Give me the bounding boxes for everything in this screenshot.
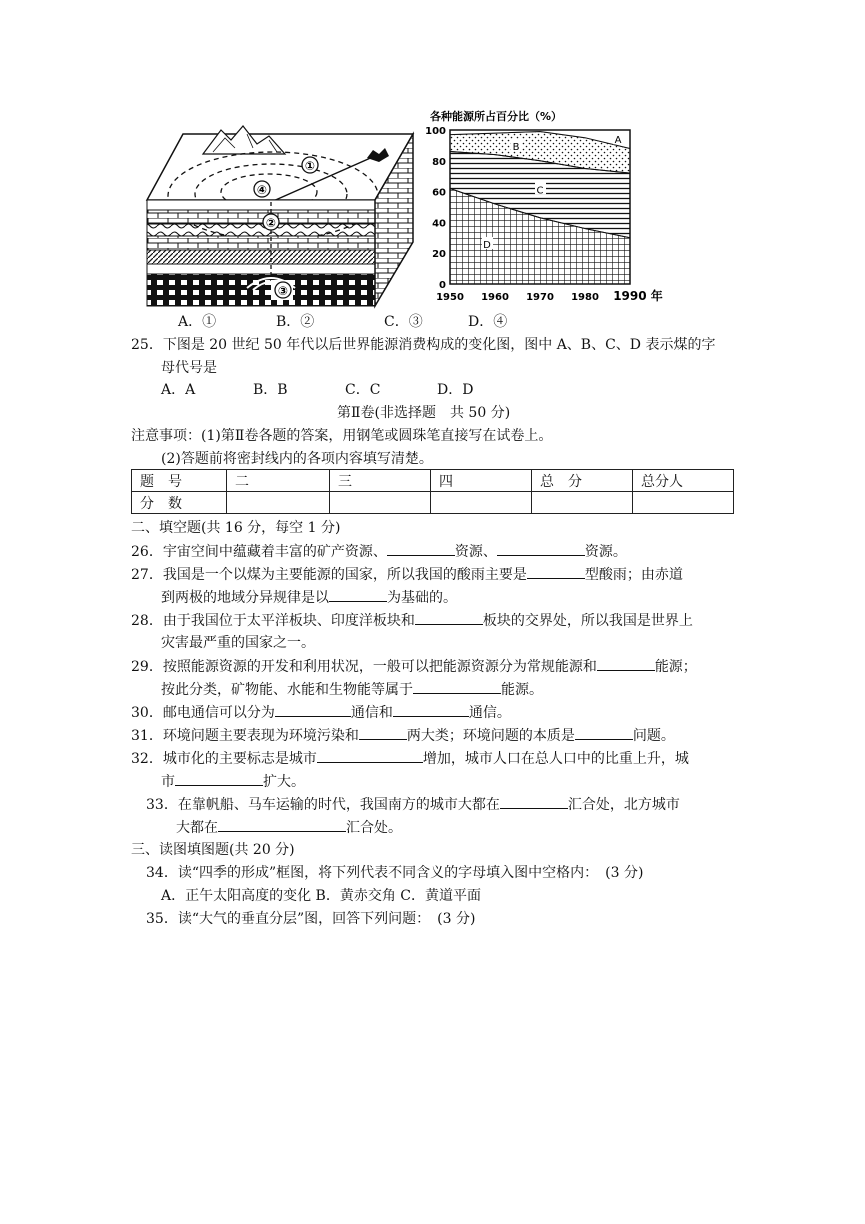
table-cell: 分 数	[132, 492, 227, 514]
q32-text: 扩大。	[263, 774, 305, 790]
answer-blank[interactable]	[329, 587, 387, 602]
score-input-cell[interactable]	[633, 492, 734, 514]
q24-option-b[interactable]: B．②	[276, 314, 315, 330]
q29-text: 按此分类，矿物能、水能和生物能等属于	[161, 682, 413, 698]
q34-line1: 34．读“四季的形成”框图，将下列代表不同含义的字母填入图中空格内： (3 分)	[146, 865, 644, 881]
q27-text: 到两极的地域分异规律是以	[161, 590, 329, 606]
q25-line2: 母代号是	[161, 360, 217, 376]
series-label-B: B	[512, 142, 520, 154]
q28-text: 28．由于我国位于太平洋板块、印度洋板块和	[131, 613, 415, 629]
q33-text: 大都在	[176, 820, 218, 836]
q31	[131, 725, 675, 746]
y-tick-label: 80	[432, 156, 446, 168]
q35: 35．读“大气的垂直分层”图，回答下列问题： (3 分)	[146, 911, 476, 927]
q29-text: 29．按照能源资源的开发和利用状况，一般可以把能源资源分为常规能源和	[131, 659, 597, 675]
q33-text: 33．在靠帆船、马车运输的时代，我国南方的城市大都在	[146, 797, 500, 813]
y-tick-label: 60	[432, 187, 446, 199]
q30-text: 通信和	[350, 705, 393, 721]
answer-blank[interactable]	[500, 794, 568, 809]
q29-text: 能源；	[654, 659, 697, 675]
circle-label-4: ④	[256, 183, 268, 197]
x-tick-label: 1950	[436, 292, 464, 303]
circle-label-1: ①	[304, 159, 316, 173]
q32-text: 市	[161, 774, 175, 790]
geology-block-diagram	[143, 118, 418, 310]
answer-blank[interactable]	[359, 725, 407, 740]
q24-option-a[interactable]: A．①	[178, 314, 217, 330]
table-cell: 题 号	[132, 470, 227, 492]
q29-line1	[131, 656, 697, 677]
notes-line2: (2)答题前将密封线内的各项内容填写清楚。	[161, 451, 433, 467]
answer-blank[interactable]	[317, 748, 423, 763]
answer-blank[interactable]	[415, 610, 483, 625]
q29-text: 能源。	[501, 682, 543, 698]
q27-line2	[161, 587, 457, 608]
table-cell: 四	[431, 470, 532, 492]
q25-option-a[interactable]: A．A	[161, 382, 196, 398]
q30-text: 30．邮电通信可以分为	[131, 705, 275, 721]
answer-blank[interactable]	[597, 656, 655, 671]
q25-option-c[interactable]: C．C	[345, 382, 381, 398]
answer-blank[interactable]	[393, 702, 469, 717]
q26	[131, 541, 627, 562]
table-cell: 二	[227, 470, 330, 492]
q29-line2	[161, 679, 543, 700]
table-cell: 三	[330, 470, 431, 492]
q26-text: 资源。	[584, 544, 627, 560]
q27-text: 型酸雨；由赤道	[584, 567, 683, 583]
score-input-cell[interactable]	[532, 492, 633, 514]
q28-line2: 灾害最严重的国家之一。	[161, 635, 315, 651]
q31-text: 31．环境问题主要表现为环境污染和	[131, 728, 359, 744]
q32-text: 增加，城市人口在总人口中的比重上升，城	[422, 751, 689, 767]
answer-blank[interactable]	[175, 771, 263, 786]
q26-text: 资源、	[454, 544, 497, 560]
q27-text: 27．我国是一个以煤为主要能源的国家，所以我国的酸雨主要是	[131, 567, 527, 583]
score-input-cell[interactable]	[431, 492, 532, 514]
answer-blank[interactable]	[527, 564, 585, 579]
answer-blank[interactable]	[413, 679, 501, 694]
q31-text: 问题。	[632, 728, 675, 744]
q27-line1	[131, 564, 683, 585]
q34-line2: A．正午太阳高度的变化 B．黄赤交角 C．黄道平面	[161, 888, 482, 904]
q24-option-c[interactable]: C．③	[384, 314, 423, 330]
notes-line1: 注意事项：(1)第Ⅱ卷各题的答案，用钢笔或圆珠笔直接写在试卷上。	[131, 428, 553, 444]
table-row	[132, 470, 734, 492]
answer-blank[interactable]	[497, 541, 585, 556]
score-input-cell[interactable]	[227, 492, 330, 514]
x-tick-label: 1970	[526, 292, 554, 303]
q31-text: 两大类；环境问题的本质是	[406, 728, 575, 744]
series-label-C: C	[536, 185, 544, 197]
q33-line1	[146, 794, 680, 815]
table-cell: 总分人	[633, 470, 734, 492]
q33-line2	[176, 817, 402, 838]
energy-share-chart	[420, 106, 665, 308]
section2-title: 第Ⅱ卷(非选择题 共 50 分)	[337, 405, 511, 421]
answer-blank[interactable]	[218, 817, 346, 832]
y-tick-label: 40	[432, 218, 446, 230]
q24-option-d[interactable]: D．④	[468, 314, 508, 330]
part2-heading: 二、填空题(共 16 分，每空 1 分)	[131, 520, 341, 536]
q28-line1	[131, 610, 693, 631]
series-label-D: D	[483, 239, 491, 251]
q32-line1	[131, 748, 689, 769]
x-tick-label: 1990 年	[613, 289, 663, 303]
answer-blank[interactable]	[575, 725, 633, 740]
q33-text: 汇合处，北方城市	[567, 797, 680, 813]
part3-heading: 三、读图填图题(共 20 分)	[131, 842, 295, 858]
chart-title: 各种能源所占百分比（%）	[430, 110, 563, 123]
y-tick-label: 100	[425, 126, 446, 137]
circle-label-2: ②	[265, 216, 277, 230]
q25-line1: 25．下图是 20 世纪 50 年代以后世界能源消费构成的变化图，图中 A、B、C、D 表示煤的字	[131, 337, 716, 353]
y-tick-label: 0	[439, 280, 446, 291]
circle-label-3: ③	[277, 284, 289, 298]
q32-line2	[161, 771, 305, 792]
table-row	[132, 492, 734, 514]
series-label-A: A	[614, 135, 622, 147]
q25-option-d[interactable]: D．D	[437, 382, 474, 398]
x-tick-label: 1980	[571, 292, 599, 303]
answer-blank[interactable]	[387, 541, 455, 556]
q33-text: 汇合处。	[346, 820, 402, 836]
q27-text: 为基础的。	[387, 590, 457, 606]
x-tick-label: 1960	[481, 292, 509, 303]
table-cell: 总 分	[532, 470, 633, 492]
q25-option-b[interactable]: B．B	[253, 382, 288, 398]
q30	[131, 702, 511, 723]
y-tick-label: 20	[432, 249, 446, 261]
answer-blank[interactable]	[275, 702, 351, 717]
score-input-cell[interactable]	[330, 492, 431, 514]
score-table	[131, 469, 734, 514]
q28-text: 板块的交界处，所以我国是世界上	[482, 613, 693, 629]
q30-text: 通信。	[468, 705, 511, 721]
q26-text: 26．宇宙空间中蕴藏着丰富的矿产资源、	[131, 544, 387, 560]
q32-text: 32．城市化的主要标志是城市	[131, 751, 317, 767]
